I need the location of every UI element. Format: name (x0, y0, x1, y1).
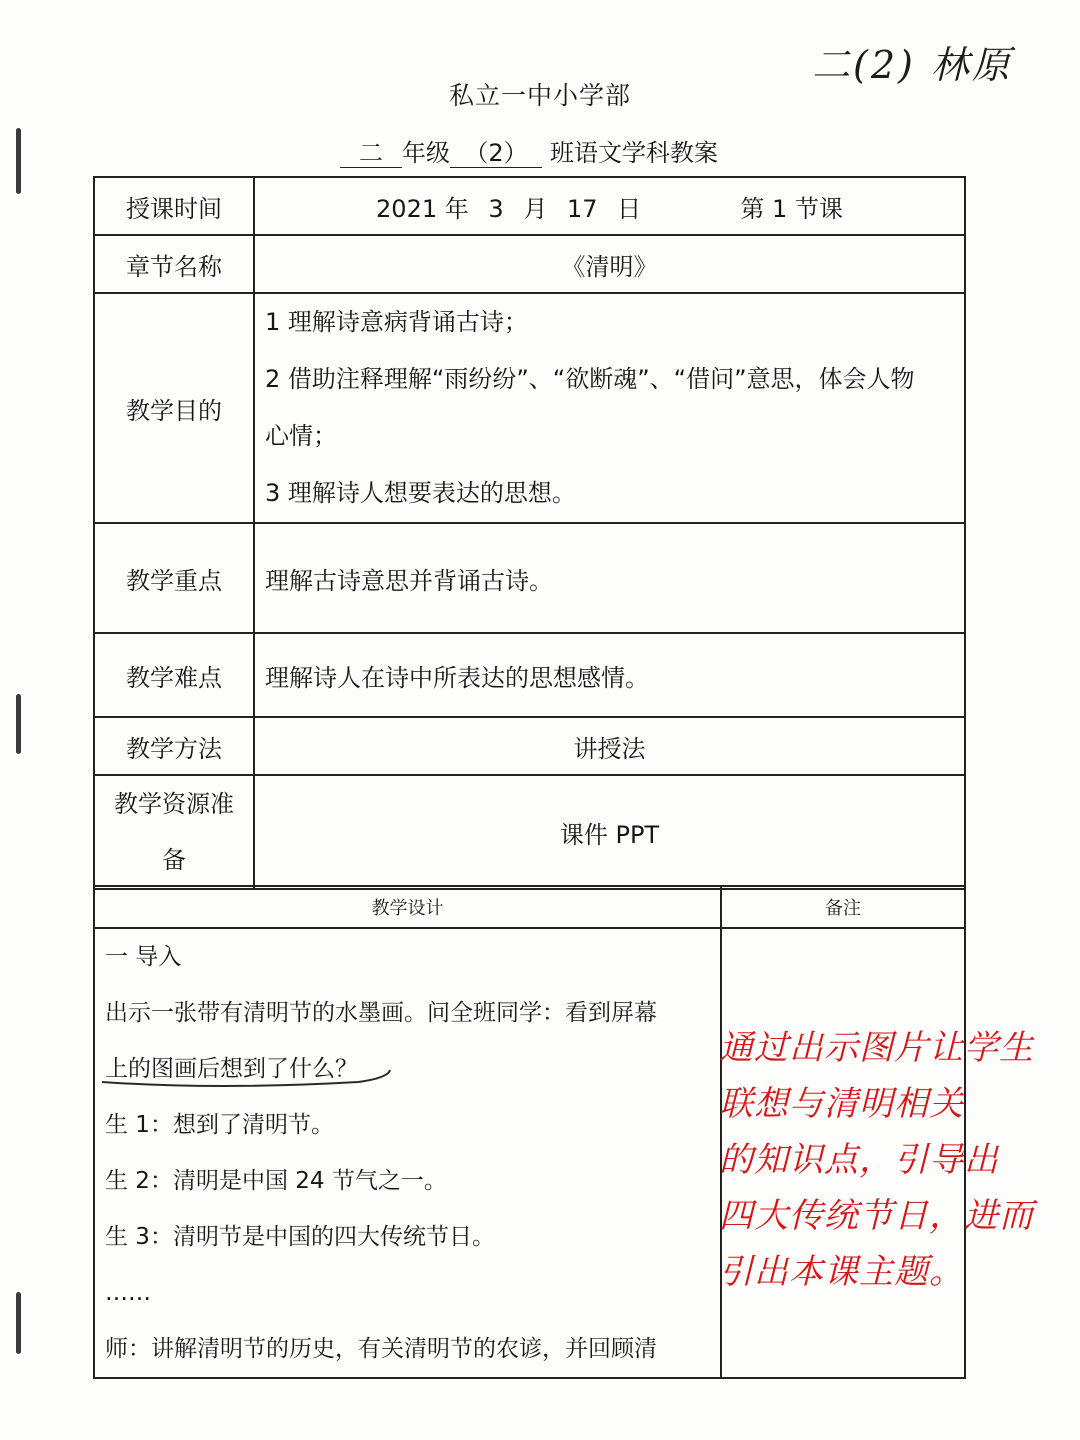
label-method: 教学方法 (94, 717, 254, 775)
label-chapter: 章节名称 (94, 235, 254, 293)
remark-line: 联想与清明相关 (719, 1084, 964, 1124)
label-key-points: 教学重点 (94, 523, 254, 633)
remark-line: 通过出示图片让学生 (719, 1028, 1034, 1068)
design-line: 一 导入 (105, 944, 182, 970)
remark-line: 四大传统节日，进而 (719, 1196, 1034, 1236)
row-method (94, 717, 965, 775)
design-line: 生 3：清明节是中国的四大传统节日。 (105, 1224, 495, 1250)
key-points-value: 理解古诗意思并背诵古诗。 (254, 523, 965, 633)
lesson-info-table (93, 176, 966, 890)
design-line: …… (105, 1280, 151, 1306)
objectives-value (254, 293, 965, 523)
lesson-number: 第 1 节课 (740, 194, 843, 223)
remarks-header: 备注 (721, 886, 965, 928)
handwritten-class-name: 二(2) 林原 (812, 43, 1013, 87)
grade-value: 二 (340, 139, 402, 168)
label-difficulties: 教学难点 (94, 633, 254, 717)
objective-line: 1 理解诗意病背诵古诗； (265, 308, 528, 336)
row-objectives (94, 293, 965, 523)
year: 2021 年 (376, 194, 469, 223)
resources-value: 课件 PPT (254, 775, 965, 889)
row-key-points (94, 523, 965, 633)
design-content (94, 928, 721, 1378)
label-resources-line1: 教学资源准 (114, 790, 234, 818)
chapter-value: 《清明》 (254, 235, 965, 293)
binder-mark (16, 128, 21, 194)
handwritten-remark (719, 1020, 1034, 1300)
subtitle-tail: 班语文学科教案 (550, 139, 718, 167)
school-title: 私立一中小学部 (448, 81, 631, 110)
month: 3 (488, 194, 504, 223)
objective-line: 心情； (265, 422, 337, 450)
objective-line: 2 借助注释理解“雨纷纷”、“欲断魂”、“借问”意思，体会人物 (265, 365, 915, 393)
label-resources (94, 775, 254, 889)
row-resources (94, 775, 965, 889)
objective-line: 3 理解诗人想要表达的思想。 (265, 479, 576, 507)
row-time (94, 177, 965, 235)
binder-mark (16, 1292, 21, 1354)
design-header: 教学设计 (94, 886, 721, 928)
method-value: 讲授法 (254, 717, 965, 775)
design-line: 师：讲解清明节的历史，有关清明节的农谚，并回顾清 (105, 1336, 657, 1362)
design-line: 出示一张带有清明节的水墨画。问全班同学：看到屏幕 (105, 1000, 657, 1026)
plan-subtitle (340, 133, 718, 168)
month-unit: 月 (523, 194, 548, 223)
remark-line: 的知识点，引导出 (719, 1140, 999, 1180)
label-resources-line2: 备 (162, 846, 186, 874)
label-time: 授课时间 (94, 177, 254, 235)
pencil-underline (98, 1068, 398, 1098)
design-line: 上的图画后想到了什么？ (105, 1056, 358, 1082)
class-value: （2） (450, 139, 542, 168)
label-objectives: 教学目的 (94, 293, 254, 523)
day-unit: 日 (617, 194, 642, 223)
row-chapter (94, 235, 965, 293)
remark-line: 引出本课主题。 (719, 1252, 964, 1292)
day: 17 (566, 194, 598, 223)
design-line: 生 1：想到了清明节。 (105, 1112, 334, 1138)
row-difficulties (94, 633, 965, 717)
binder-mark (16, 694, 21, 754)
design-line: 生 2：清明是中国 24 节气之一。 (105, 1168, 447, 1194)
time-value (254, 177, 965, 235)
difficulties-value: 理解诗人在诗中所表达的思想感情。 (254, 633, 965, 717)
grade-suffix: 年级 (402, 139, 450, 167)
